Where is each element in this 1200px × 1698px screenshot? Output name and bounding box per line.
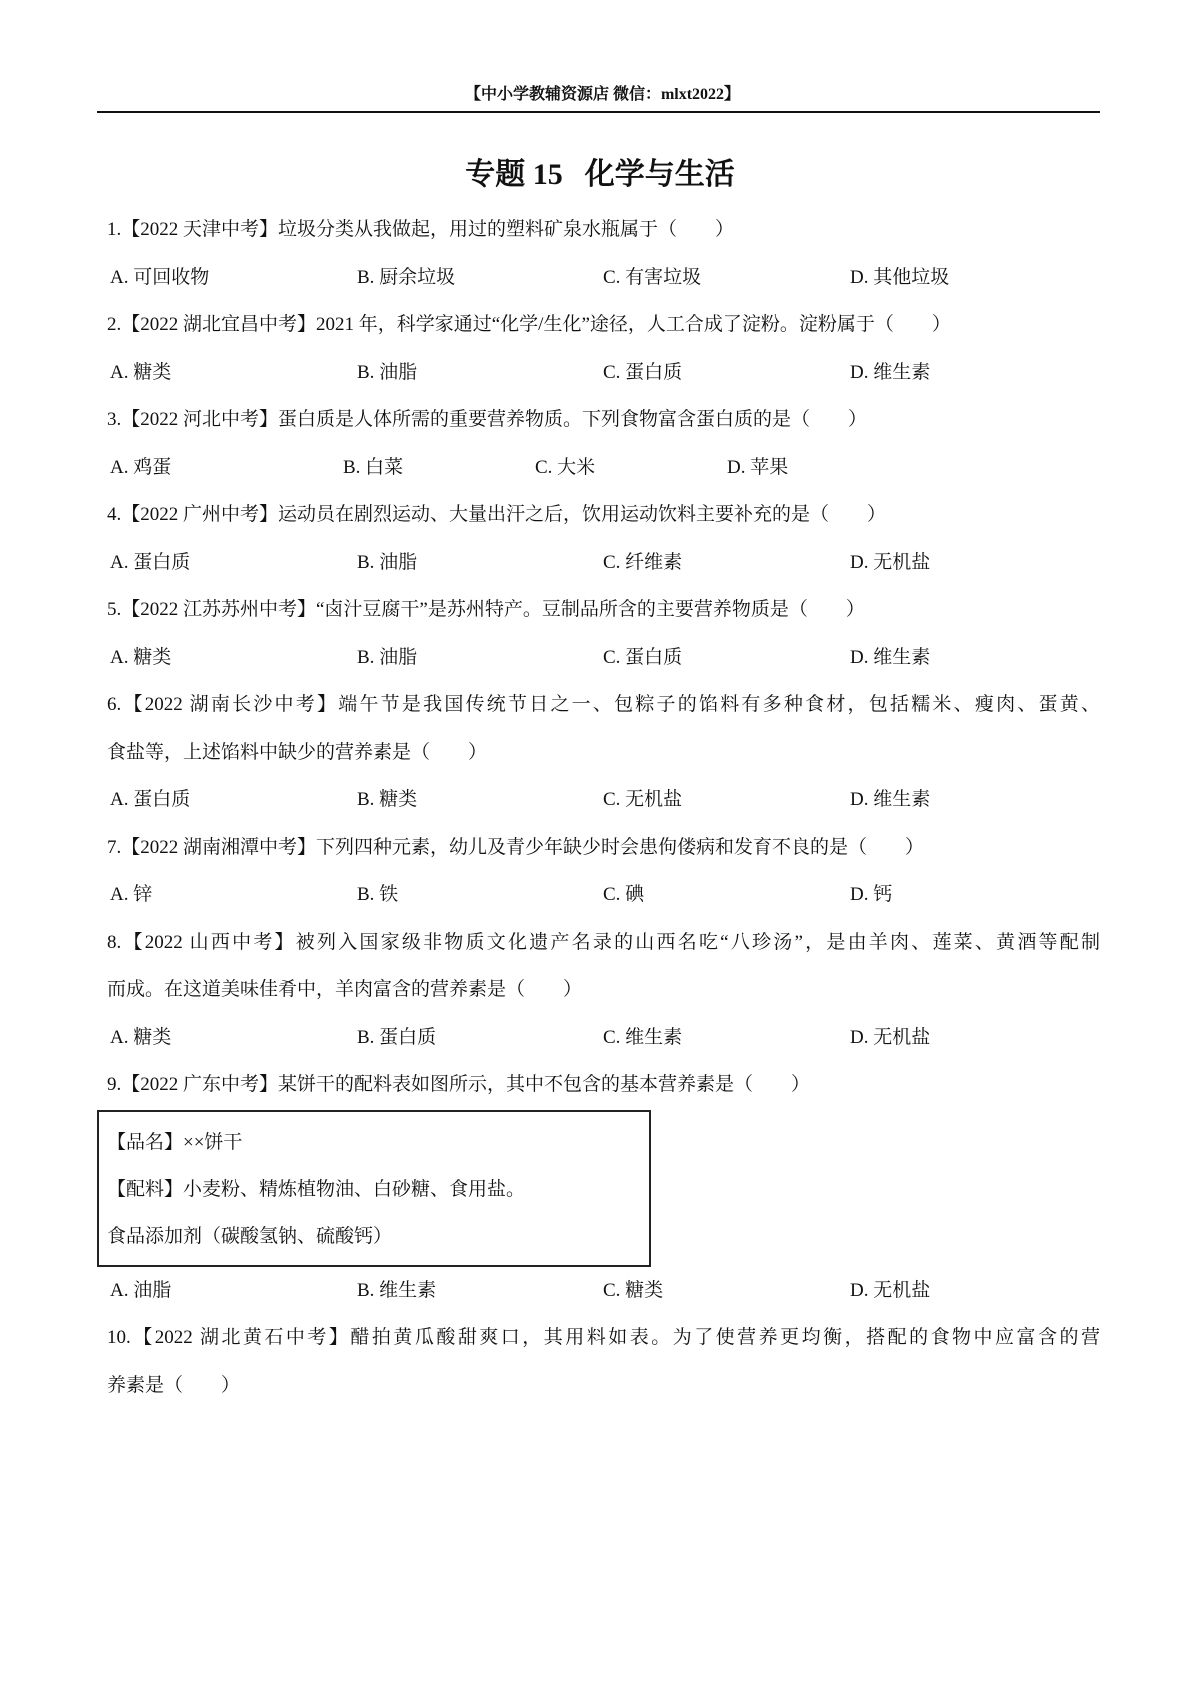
question-stem: 1.【2022 天津中考】垃圾分类从我做起，用过的塑料矿泉水瓶属于（ ） bbox=[107, 219, 735, 240]
option-c: C. 维生素 bbox=[603, 1026, 683, 1048]
option-b: B. 油脂 bbox=[357, 361, 418, 383]
option-d: D. 钙 bbox=[850, 884, 893, 905]
options-row bbox=[107, 349, 1100, 397]
question-stem: 5.【2022 江苏苏州中考】“卤汁豆腐干”是苏州特产。豆制品所含的主要营养物质是（ ） bbox=[107, 599, 865, 620]
options-row bbox=[107, 539, 1100, 587]
option-a: A. 油脂 bbox=[110, 1279, 172, 1301]
question-2 bbox=[107, 301, 1100, 396]
question-stem: 8.【2022 山西中考】被列入国家级非物质文化遗产名录的山西名吃“八珍汤”，是由羊肉、莲菜、黄酒等配制 bbox=[107, 931, 1100, 953]
option-b: B. 蛋白质 bbox=[357, 1026, 437, 1048]
option-c: C. 糖类 bbox=[603, 1279, 664, 1301]
option-d: D. 维生素 bbox=[850, 361, 931, 383]
option-b: B. 白菜 bbox=[343, 456, 404, 478]
option-c: C. 大米 bbox=[535, 456, 596, 478]
option-b: B. 糖类 bbox=[357, 789, 418, 810]
label-ingredients: 【配料】小麦粉、精炼植物油、白砂糖、食用盐。 bbox=[107, 1178, 526, 1200]
option-a: A. 糖类 bbox=[110, 361, 172, 383]
options-row bbox=[107, 1267, 1100, 1315]
option-b: B. 油脂 bbox=[357, 551, 418, 573]
option-a: A. 糖类 bbox=[110, 646, 172, 668]
option-c: C. 蛋白质 bbox=[603, 361, 683, 383]
option-d: D. 维生素 bbox=[850, 789, 931, 810]
option-a: A. 蛋白质 bbox=[110, 789, 191, 810]
option-d: D. 其他垃圾 bbox=[850, 266, 950, 288]
question-stem: 10.【2022 湖北黄石中考】醋拍黄瓜酸甜爽口，其用料如表。为了使营养更均衡，搭配的食物中应富含的营 bbox=[107, 1327, 1100, 1348]
options-row bbox=[107, 871, 1100, 919]
question-list bbox=[107, 206, 1100, 1409]
question-stem: 6.【2022 湖南长沙中考】端午节是我国传统节日之一、包粽子的馅料有多种食材，包括糯米、瘦肉、蛋黄、 bbox=[107, 694, 1100, 715]
options-row bbox=[107, 776, 1100, 824]
option-c: C. 无机盐 bbox=[603, 789, 683, 810]
option-b: B. 铁 bbox=[357, 884, 399, 905]
option-d: D. 无机盐 bbox=[850, 551, 931, 573]
question-stem: 9.【2022 广东中考】某饼干的配料表如图所示，其中不包含的基本营养素是（ ） bbox=[107, 1074, 811, 1095]
option-a: A. 锌 bbox=[110, 884, 153, 905]
question-3 bbox=[107, 396, 1100, 491]
option-b: B. 维生素 bbox=[357, 1279, 437, 1301]
option-a: A. 鸡蛋 bbox=[110, 456, 172, 478]
question-8 bbox=[107, 919, 1100, 1062]
option-d: D. 苹果 bbox=[727, 456, 789, 478]
options-row bbox=[107, 1014, 1100, 1062]
question-stem-continued: 养素是（ ） bbox=[107, 1374, 241, 1396]
question-9 bbox=[107, 1061, 1100, 1314]
option-c: C. 有害垃圾 bbox=[603, 266, 702, 288]
question-7 bbox=[107, 824, 1100, 919]
question-stem: 7.【2022 湖南湘潭中考】下列四种元素，幼儿及青少年缺少时会患佝偻病和发育不良的是（ ） bbox=[107, 836, 925, 858]
option-a: A. 蛋白质 bbox=[110, 551, 191, 573]
option-d: D. 无机盐 bbox=[850, 1279, 931, 1301]
question-4 bbox=[107, 491, 1100, 586]
label-product-name: 【品名】××饼干 bbox=[107, 1131, 243, 1153]
option-b: B. 油脂 bbox=[357, 646, 418, 668]
page-title bbox=[0, 155, 1200, 195]
option-c: C. 碘 bbox=[603, 884, 645, 905]
question-stem-continued: 食盐等，上述馅料中缺少的营养素是（ ） bbox=[107, 741, 488, 763]
options-row bbox=[107, 254, 1100, 302]
option-d: D. 无机盐 bbox=[850, 1026, 931, 1048]
option-b: B. 厨余垃圾 bbox=[357, 266, 456, 288]
title-main: 化学与生活 bbox=[584, 158, 735, 191]
question-stem: 3.【2022 河北中考】蛋白质是人体所需的重要营养物质。下列食物富含蛋白质的是（ ） bbox=[107, 409, 868, 430]
question-10 bbox=[107, 1314, 1100, 1409]
question-stem: 4.【2022 广州中考】运动员在剧烈运动、大量出汗之后，饮用运动饮料主要补充的是（ ） bbox=[107, 504, 887, 525]
option-a: A. 可回收物 bbox=[110, 266, 210, 288]
question-stem: 2.【2022 湖北宜昌中考】2021 年，科学家通过“化学/生化”途径，人工合成了淀粉。淀粉属于（ ） bbox=[107, 314, 951, 335]
question-1 bbox=[107, 206, 1100, 301]
question-5 bbox=[107, 586, 1100, 681]
question-6 bbox=[107, 681, 1100, 824]
page-header: 【中小学教辅资源店 微信：mlxt2022】 bbox=[464, 86, 741, 103]
options-row bbox=[107, 634, 1100, 682]
label-additives: 食品添加剂（碳酸氢钠、硫酸钙） bbox=[107, 1225, 393, 1247]
option-d: D. 维生素 bbox=[850, 646, 931, 668]
title-prefix: 专题 15 bbox=[465, 158, 563, 191]
question-stem-continued: 而成。在这道美味佳肴中，羊肉富含的营养素是（ ） bbox=[107, 979, 583, 1000]
options-row bbox=[107, 444, 1100, 492]
option-c: C. 蛋白质 bbox=[603, 646, 683, 668]
header-rule bbox=[97, 111, 1100, 113]
option-a: A. 糖类 bbox=[110, 1026, 172, 1048]
ingredient-label-box bbox=[97, 1110, 651, 1267]
option-c: C. 纤维素 bbox=[603, 551, 683, 573]
